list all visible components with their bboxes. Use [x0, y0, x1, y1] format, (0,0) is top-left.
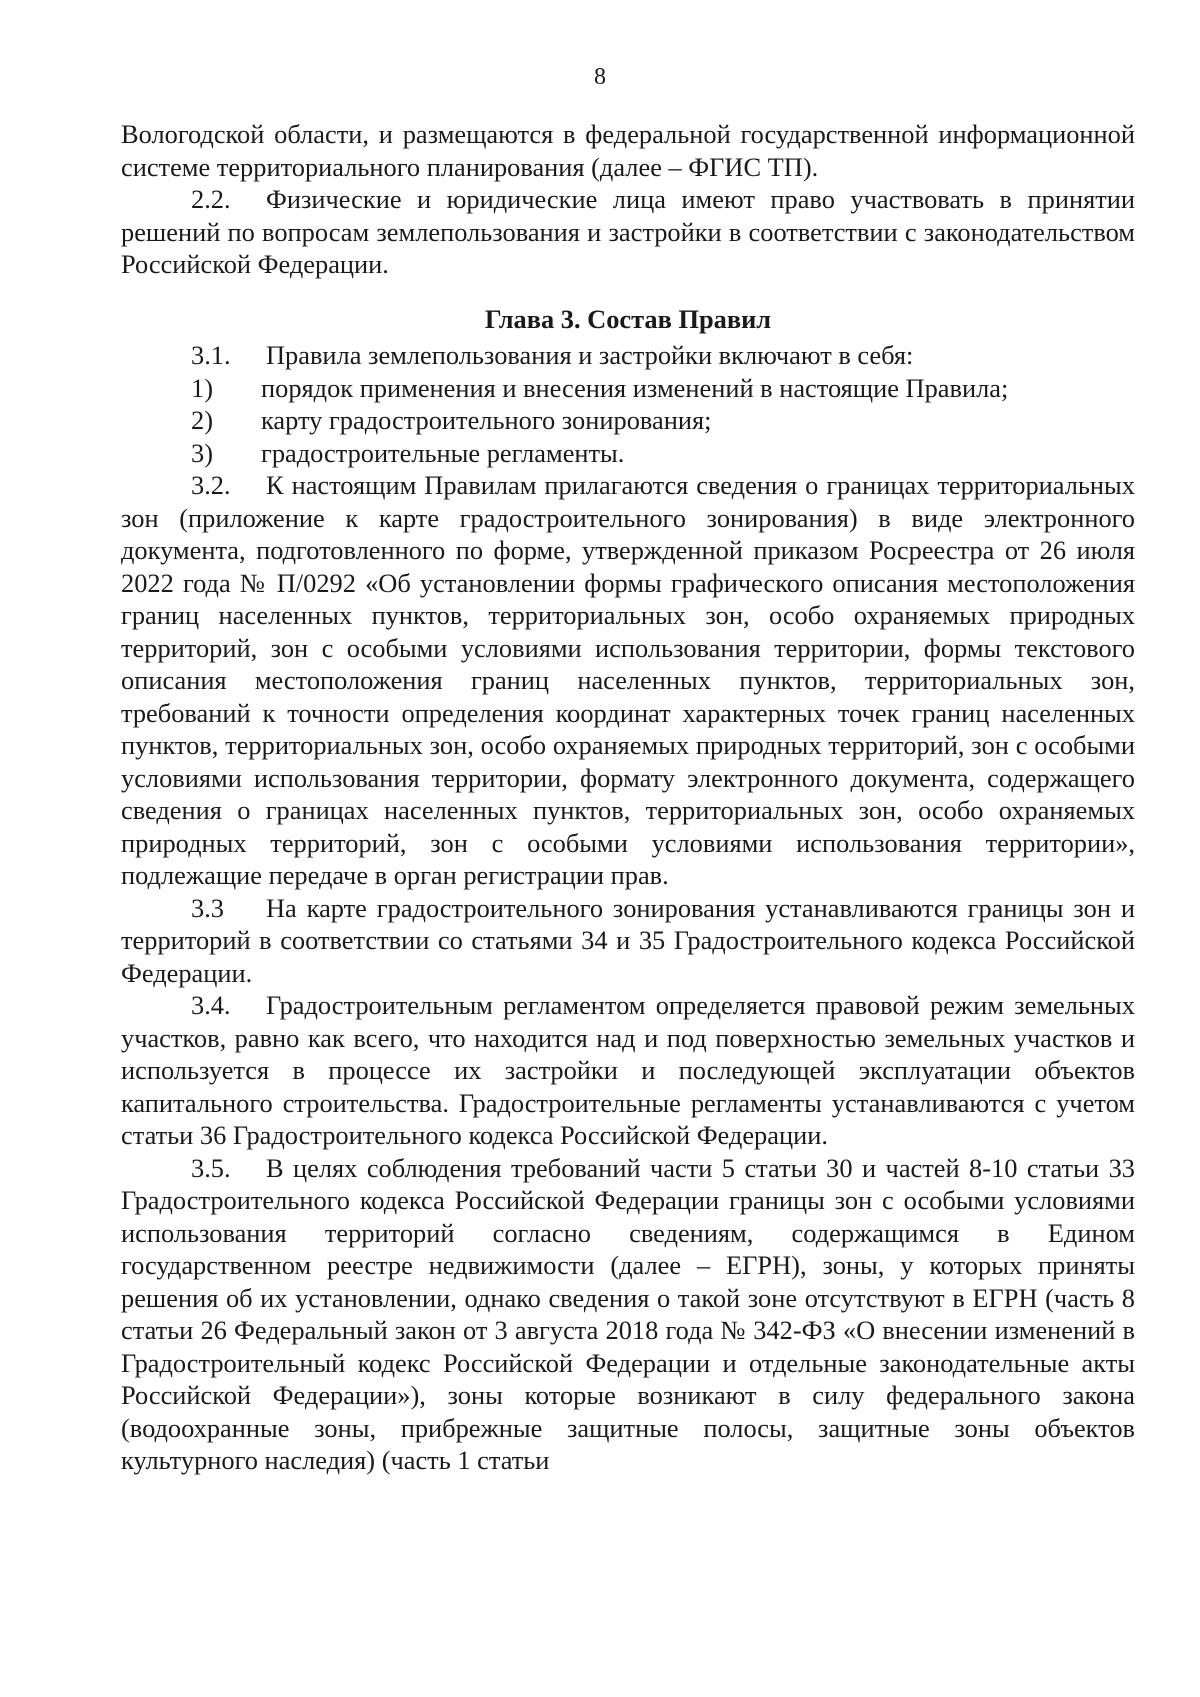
paragraph-3-5 [121, 1152, 1135, 1477]
paragraph-3-4 [121, 989, 1135, 1152]
list-item [121, 372, 1135, 405]
chapter-heading: Глава 3. Состав Правил [484, 303, 772, 334]
list-item-number: 1) [191, 372, 213, 403]
paragraph-text: Физические и юридические лица имеют право участвовать в принятии решений по вопросам землепользования и застройки в соответствии с законодательством Российской Федерации. [121, 184, 1135, 279]
list-item-number: 3) [191, 437, 213, 468]
paragraph-number: 3.4. [191, 990, 231, 1020]
list-item-number: 2) [191, 405, 213, 435]
list-item-text: порядок применения и внесения изменений в настоящие Правила; [261, 372, 1009, 403]
paragraph-text: К настоящим Правилам прилагаются сведения о границах территориальных зон (приложение к карте градостроительного зонирования) в виде электронного документа, подготовленного по форме, утвержденной приказом Росреестра от 26 июля 2022 года № П/0292 «Об установлении формы графического описания местоположения границ населенных пунктов, территориальных зон, особо охраняемых природных территорий, зон с особыми условиями использования территории, формы текстового описания местоположения границ населенных пунктов, территориальных зон, требований к точности определения координат характерных точек границ населенных пунктов, территориальных зон, особо охраняемых природных территорий, зон с особыми условиями использования территории, формату электронного документа, содержащего сведения о границах населенных пунктов, территориальных зон, особо охраняемых природных территорий, зон с особыми условиями использования территории», подлежащие передаче в орган регистрации прав. [121, 470, 1135, 890]
paragraph-number: 3.3 [191, 892, 224, 923]
paragraph-text: В целях соблюдения требований части 5 статьи 30 и частей 8-10 статьи 33 Градостроительного кодекса Российской Федерации границы зон с особыми условиями использования территорий согласно сведениям, содержащимся в Едином государственном реестре недвижимости (далее – ЕГРН), зоны, у которых приняты решения об их установлении, однако сведения о такой зоне отсутствуют в ЕГРН (часть 8 статьи 26 Федеральный закон от 3 августа 2018 года № 342-ФЗ «О внесении изменений в Градостроительный кодекс Российской Федерации и отдельные законодательные акты Российской Федерации»), зоны которые возникают в силу федерального закона (водоохранные зоны, прибрежные защитные полосы, защитные зоны объектов культурного наследия) (часть 1 статьи [121, 1152, 1135, 1475]
continuation-paragraph: Вологодской области, и размещаются в федеральной государственной информационной системе территориального планирования (далее – ФГИС ТП). [121, 119, 1135, 182]
paragraph-number: 3.5. [191, 1152, 231, 1183]
paragraph-text: Правила землепользования и застройки включают в себя: [266, 340, 914, 370]
list-item-text: карту градостроительного зонирования; [261, 405, 712, 435]
paragraph-3-2 [121, 469, 1135, 892]
paragraph-2-2 [121, 183, 1135, 281]
paragraph-3-1 [121, 339, 1135, 372]
paragraph-number: 3.2. [191, 470, 231, 500]
paragraph-number: 3.1. [191, 340, 231, 370]
paragraph-text: На карте градостроительного зонирования устанавливаются границы зон и территорий в соответствии со статьями 34 и 35 Градостроительного кодекса Российской Федерации. [121, 892, 1135, 988]
paragraph-3-3 [121, 892, 1135, 990]
page-number: 8 [594, 64, 606, 90]
list-item-text: градостроительные регламенты. [261, 437, 625, 468]
list-item [121, 437, 1135, 470]
paragraph-number: 2.2. [191, 184, 231, 214]
document-body [121, 118, 1135, 1477]
list-item [121, 404, 1135, 437]
paragraph-text: Градостроительным регламентом определяется правовой режим земельных участков, равно как всего, что находится над и под поверхностью земельных участков и используется в процессе их застройки и последующей эксплуатации объектов капитального строительства. Градостроительные регламенты устанавливаются с учетом статьи 36 Градостроительного кодекса Российской Федерации. [121, 990, 1135, 1150]
